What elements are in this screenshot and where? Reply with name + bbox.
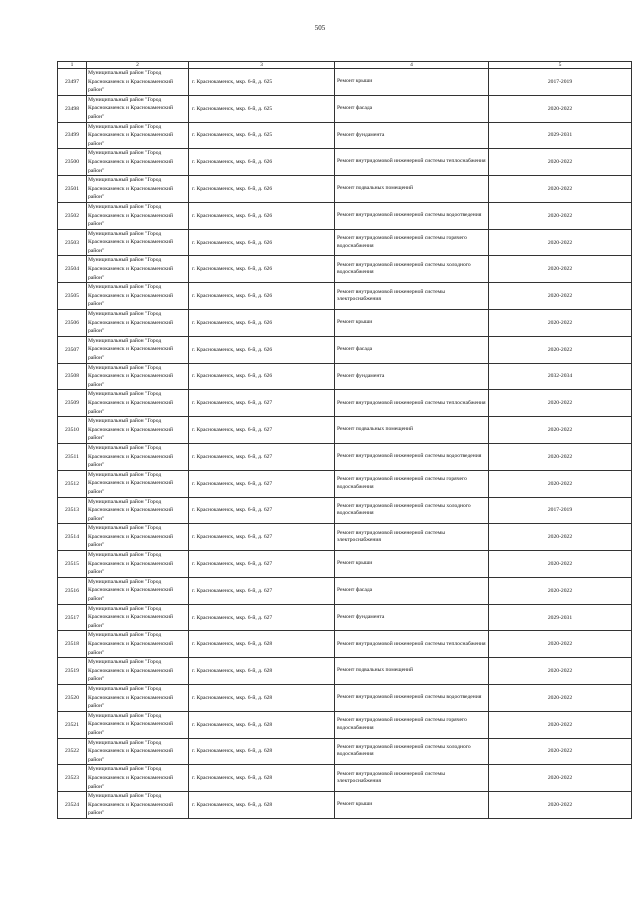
- period-cell: 2020-2022: [489, 631, 632, 658]
- period-cell: 2020-2022: [489, 711, 632, 738]
- row-number-cell: 23505: [58, 283, 87, 310]
- municipality-cell: Муниципальный район "Город Краснокаменск и Краснокаменский район": [87, 443, 189, 470]
- address-cell: г. Краснокаменск, мкр. 6-й, д. 627: [189, 577, 335, 604]
- row-number-cell: 23518: [58, 631, 87, 658]
- column-header-4: 4: [335, 62, 489, 69]
- period-cell: 2032-2034: [489, 363, 632, 390]
- period-cell: 2020-2022: [489, 738, 632, 765]
- period-cell: 2020-2022: [489, 176, 632, 203]
- period-cell: 2020-2022: [489, 95, 632, 122]
- work-type-cell: Ремонт подвальных помещений: [335, 176, 489, 203]
- row-number-cell: 23504: [58, 256, 87, 283]
- address-cell: г. Краснокаменск, мкр. 6-й, д. 625: [189, 69, 335, 96]
- work-type-cell: Ремонт крыши: [335, 792, 489, 819]
- period-cell: 2020-2022: [489, 390, 632, 417]
- table-header-row: [58, 62, 632, 69]
- municipality-cell: Муниципальный район "Город Краснокаменск и Краснокаменский район": [87, 711, 189, 738]
- period-cell: 2029-2031: [489, 604, 632, 631]
- address-cell: г. Краснокаменск, мкр. 6-й, д. 627: [189, 604, 335, 631]
- municipality-cell: Муниципальный район "Город Краснокаменск и Краснокаменский район": [87, 390, 189, 417]
- table-row: [58, 631, 632, 658]
- address-cell: г. Краснокаменск, мкр. 6-й, д. 628: [189, 631, 335, 658]
- table-row: [58, 390, 632, 417]
- work-type-cell: Ремонт внутридомовой инженерной системы электроснабжения: [335, 283, 489, 310]
- page-number: 505: [314, 24, 326, 32]
- municipality-cell: Муниципальный район "Город Краснокаменск и Краснокаменский район": [87, 524, 189, 551]
- work-type-cell: Ремонт фундамента: [335, 604, 489, 631]
- municipality-cell: Муниципальный район "Город Краснокаменск и Краснокаменский район": [87, 684, 189, 711]
- municipality-cell: Муниципальный район "Город Краснокаменск и Краснокаменский район": [87, 229, 189, 256]
- address-cell: г. Краснокаменск, мкр. 6-й, д. 628: [189, 658, 335, 685]
- work-type-cell: Ремонт внутридомовой инженерной системы электроснабжения: [335, 524, 489, 551]
- row-number-cell: 23514: [58, 524, 87, 551]
- municipality-cell: Муниципальный район "Город Краснокаменск и Краснокаменский район": [87, 336, 189, 363]
- table-row: [58, 738, 632, 765]
- address-cell: г. Краснокаменск, мкр. 6-й, д. 626: [189, 363, 335, 390]
- municipality-cell: Муниципальный район "Город Краснокаменск и Краснокаменский район": [87, 95, 189, 122]
- address-cell: г. Краснокаменск, мкр. 6-й, д. 628: [189, 684, 335, 711]
- table-body: [58, 69, 632, 819]
- table-row: [58, 443, 632, 470]
- table-row: [58, 684, 632, 711]
- municipality-cell: Муниципальный район "Город Краснокаменск и Краснокаменский район": [87, 577, 189, 604]
- table-row: [58, 658, 632, 685]
- work-type-cell: Ремонт подвальных помещений: [335, 658, 489, 685]
- table-row: [58, 95, 632, 122]
- work-type-cell: Ремонт внутридомовой инженерной системы теплоснабжения: [335, 149, 489, 176]
- row-number-cell: 23511: [58, 443, 87, 470]
- municipality-cell: Муниципальный район "Город Краснокаменск и Краснокаменский район": [87, 604, 189, 631]
- table-row: [58, 256, 632, 283]
- work-type-cell: Ремонт фасада: [335, 577, 489, 604]
- work-type-cell: Ремонт внутридомовой инженерной системы холодного водоснабжения: [335, 738, 489, 765]
- period-cell: 2020-2022: [489, 551, 632, 578]
- period-cell: 2020-2022: [489, 256, 632, 283]
- table-row: [58, 577, 632, 604]
- table-row: [58, 792, 632, 819]
- table-row: [58, 336, 632, 363]
- municipality-cell: Муниципальный район "Город Краснокаменск и Краснокаменский район": [87, 149, 189, 176]
- period-cell: 2020-2022: [489, 577, 632, 604]
- housing-repair-table: [57, 61, 632, 819]
- table-row: [58, 176, 632, 203]
- address-cell: г. Краснокаменск, мкр. 6-й, д. 625: [189, 122, 335, 149]
- table-row: [58, 604, 632, 631]
- row-number-cell: 23510: [58, 417, 87, 444]
- column-header-3: 3: [189, 62, 335, 69]
- work-type-cell: Ремонт внутридомовой инженерной системы водоотведения: [335, 202, 489, 229]
- table-row: [58, 765, 632, 792]
- row-number-cell: 23521: [58, 711, 87, 738]
- table-row: [58, 470, 632, 497]
- address-cell: г. Краснокаменск, мкр. 6-й, д. 627: [189, 443, 335, 470]
- municipality-cell: Муниципальный район "Город Краснокаменск и Краснокаменский район": [87, 470, 189, 497]
- municipality-cell: Муниципальный район "Город Краснокаменск и Краснокаменский район": [87, 497, 189, 524]
- column-header-1: 1: [58, 62, 87, 69]
- municipality-cell: Муниципальный район "Город Краснокаменск и Краснокаменский район": [87, 658, 189, 685]
- period-cell: 2020-2022: [489, 149, 632, 176]
- municipality-cell: Муниципальный район "Город Краснокаменск и Краснокаменский район": [87, 551, 189, 578]
- table-row: [58, 202, 632, 229]
- period-cell: 2020-2022: [489, 765, 632, 792]
- work-type-cell: Ремонт фасада: [335, 95, 489, 122]
- work-type-cell: Ремонт крыши: [335, 69, 489, 96]
- row-number-cell: 23523: [58, 765, 87, 792]
- period-cell: 2017-2019: [489, 497, 632, 524]
- row-number-cell: 23513: [58, 497, 87, 524]
- municipality-cell: Муниципальный район "Город Краснокаменск и Краснокаменский район": [87, 283, 189, 310]
- address-cell: г. Краснокаменск, мкр. 6-й, д. 628: [189, 738, 335, 765]
- row-number-cell: 23506: [58, 310, 87, 337]
- address-cell: г. Краснокаменск, мкр. 6-й, д. 626: [189, 229, 335, 256]
- address-cell: г. Краснокаменск, мкр. 6-й, д. 626: [189, 202, 335, 229]
- address-cell: г. Краснокаменск, мкр. 6-й, д. 628: [189, 711, 335, 738]
- table-row: [58, 283, 632, 310]
- address-cell: г. Краснокаменск, мкр. 6-й, д. 626: [189, 176, 335, 203]
- table-row: [58, 551, 632, 578]
- address-cell: г. Краснокаменск, мкр. 6-й, д. 627: [189, 497, 335, 524]
- period-cell: 2020-2022: [489, 524, 632, 551]
- municipality-cell: Муниципальный район "Город Краснокаменск и Краснокаменский район": [87, 122, 189, 149]
- column-header-2: 2: [87, 62, 189, 69]
- period-cell: 2020-2022: [489, 470, 632, 497]
- row-number-cell: 23508: [58, 363, 87, 390]
- period-cell: 2020-2022: [489, 283, 632, 310]
- municipality-cell: Муниципальный район "Город Краснокаменск и Краснокаменский район": [87, 363, 189, 390]
- row-number-cell: 23507: [58, 336, 87, 363]
- row-number-cell: 23501: [58, 176, 87, 203]
- municipality-cell: Муниципальный район "Город Краснокаменск и Краснокаменский район": [87, 69, 189, 96]
- row-number-cell: 23522: [58, 738, 87, 765]
- work-type-cell: Ремонт фундамента: [335, 122, 489, 149]
- municipality-cell: Муниципальный район "Город Краснокаменск и Краснокаменский район": [87, 631, 189, 658]
- municipality-cell: Муниципальный район "Город Краснокаменск и Краснокаменский район": [87, 765, 189, 792]
- work-type-cell: Ремонт внутридомовой инженерной системы холодного водоснабжения: [335, 497, 489, 524]
- row-number-cell: 23515: [58, 551, 87, 578]
- address-cell: г. Краснокаменск, мкр. 6-й, д. 626: [189, 256, 335, 283]
- period-cell: 2020-2022: [489, 336, 632, 363]
- period-cell: 2020-2022: [489, 202, 632, 229]
- work-type-cell: Ремонт фундамента: [335, 363, 489, 390]
- work-type-cell: Ремонт внутридомовой инженерной системы горячего водоснабжения: [335, 229, 489, 256]
- row-number-cell: 23503: [58, 229, 87, 256]
- row-number-cell: 23519: [58, 658, 87, 685]
- period-cell: 2020-2022: [489, 684, 632, 711]
- table-row: [58, 417, 632, 444]
- municipality-cell: Муниципальный район "Город Краснокаменск и Краснокаменский район": [87, 176, 189, 203]
- row-number-cell: 23516: [58, 577, 87, 604]
- row-number-cell: 23500: [58, 149, 87, 176]
- row-number-cell: 23498: [58, 95, 87, 122]
- address-cell: г. Краснокаменск, мкр. 6-й, д. 626: [189, 149, 335, 176]
- table-row: [58, 310, 632, 337]
- table-row: [58, 497, 632, 524]
- table-row: [58, 149, 632, 176]
- row-number-cell: 23499: [58, 122, 87, 149]
- period-cell: 2017-2019: [489, 69, 632, 96]
- row-number-cell: 23517: [58, 604, 87, 631]
- work-type-cell: Ремонт подвальных помещений: [335, 417, 489, 444]
- table-row: [58, 363, 632, 390]
- row-number-cell: 23520: [58, 684, 87, 711]
- work-type-cell: Ремонт фасада: [335, 336, 489, 363]
- row-number-cell: 23509: [58, 390, 87, 417]
- table-row: [58, 711, 632, 738]
- work-type-cell: Ремонт внутридомовой инженерной системы теплоснабжения: [335, 631, 489, 658]
- municipality-cell: Муниципальный район "Город Краснокаменск и Краснокаменский район": [87, 792, 189, 819]
- column-header-5: 5: [489, 62, 632, 69]
- address-cell: г. Краснокаменск, мкр. 6-й, д. 628: [189, 792, 335, 819]
- address-cell: г. Краснокаменск, мкр. 6-й, д. 627: [189, 390, 335, 417]
- table-row: [58, 229, 632, 256]
- municipality-cell: Муниципальный район "Город Краснокаменск и Краснокаменский район": [87, 738, 189, 765]
- municipality-cell: Муниципальный район "Город Краснокаменск и Краснокаменский район": [87, 417, 189, 444]
- period-cell: 2020-2022: [489, 658, 632, 685]
- table-row: [58, 524, 632, 551]
- work-type-cell: Ремонт крыши: [335, 551, 489, 578]
- work-type-cell: Ремонт внутридомовой инженерной системы холодного водоснабжения: [335, 256, 489, 283]
- address-cell: г. Краснокаменск, мкр. 6-й, д. 625: [189, 95, 335, 122]
- table-row: [58, 69, 632, 96]
- work-type-cell: Ремонт внутридомовой инженерной системы горячего водоснабжения: [335, 711, 489, 738]
- row-number-cell: 23497: [58, 69, 87, 96]
- work-type-cell: Ремонт внутридомовой инженерной системы водоотведения: [335, 684, 489, 711]
- table-row: [58, 122, 632, 149]
- address-cell: г. Краснокаменск, мкр. 6-й, д. 626: [189, 310, 335, 337]
- municipality-cell: Муниципальный район "Город Краснокаменск и Краснокаменский район": [87, 256, 189, 283]
- work-type-cell: Ремонт крыши: [335, 310, 489, 337]
- row-number-cell: 23512: [58, 470, 87, 497]
- period-cell: 2020-2022: [489, 443, 632, 470]
- work-type-cell: Ремонт внутридомовой инженерной системы горячего водоснабжения: [335, 470, 489, 497]
- period-cell: 2020-2022: [489, 310, 632, 337]
- address-cell: г. Краснокаменск, мкр. 6-й, д. 626: [189, 283, 335, 310]
- address-cell: г. Краснокаменск, мкр. 6-й, д. 627: [189, 524, 335, 551]
- municipality-cell: Муниципальный район "Город Краснокаменск и Краснокаменский район": [87, 310, 189, 337]
- period-cell: 2020-2022: [489, 792, 632, 819]
- address-cell: г. Краснокаменск, мкр. 6-й, д. 628: [189, 765, 335, 792]
- period-cell: 2020-2022: [489, 229, 632, 256]
- address-cell: г. Краснокаменск, мкр. 6-й, д. 627: [189, 551, 335, 578]
- address-cell: г. Краснокаменск, мкр. 6-й, д. 627: [189, 417, 335, 444]
- work-type-cell: Ремонт внутридомовой инженерной системы электроснабжения: [335, 765, 489, 792]
- work-type-cell: Ремонт внутридомовой инженерной системы теплоснабжения: [335, 390, 489, 417]
- row-number-cell: 23524: [58, 792, 87, 819]
- municipality-cell: Муниципальный район "Город Краснокаменск и Краснокаменский район": [87, 202, 189, 229]
- work-type-cell: Ремонт внутридомовой инженерной системы водоотведения: [335, 443, 489, 470]
- period-cell: 2020-2022: [489, 417, 632, 444]
- period-cell: 2029-2031: [489, 122, 632, 149]
- row-number-cell: 23502: [58, 202, 87, 229]
- address-cell: г. Краснокаменск, мкр. 6-й, д. 627: [189, 470, 335, 497]
- address-cell: г. Краснокаменск, мкр. 6-й, д. 626: [189, 336, 335, 363]
